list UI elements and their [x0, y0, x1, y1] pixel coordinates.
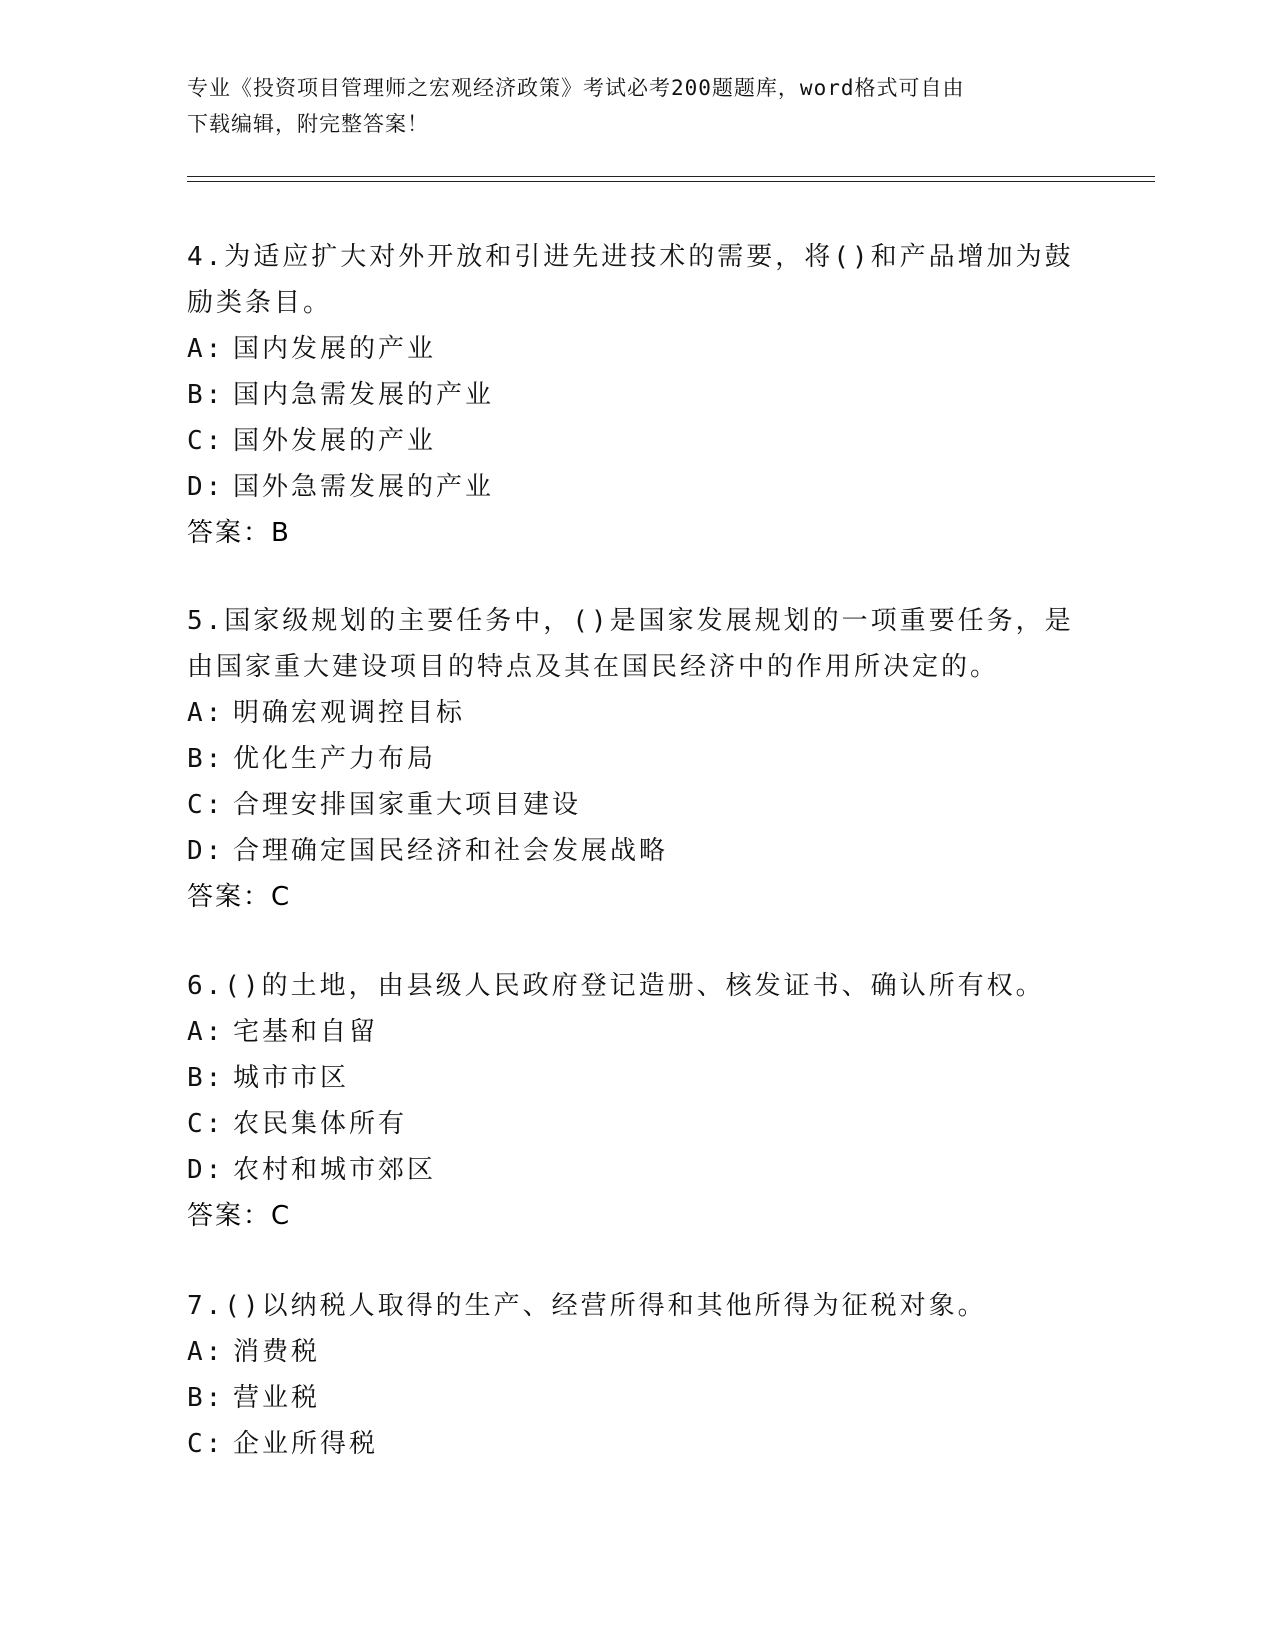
question-stem-continued: 由国家重大建设项目的特点及其在国民经济中的作用所决定的。 [187, 652, 1000, 682]
option-letter: C: [187, 790, 225, 820]
option-letter: D: [187, 472, 225, 502]
option-c [187, 782, 1087, 828]
option-letter: A: [187, 1017, 225, 1047]
option-a [187, 690, 1087, 736]
option-letter: A: [187, 334, 225, 364]
option-c [187, 418, 1087, 464]
question-5 [187, 598, 1087, 920]
question-4 [187, 234, 1087, 556]
question-stem: 6.()的土地，由县级人民政府登记造册、核发证书、确认所有权。 [187, 971, 1045, 1001]
option-letter: C: [187, 426, 225, 456]
option-text: 农村和城市郊区 [233, 1155, 437, 1185]
option-text: 国内急需发展的产业 [233, 380, 495, 410]
option-text: 国外急需发展的产业 [233, 472, 495, 502]
option-letter: B: [187, 744, 225, 774]
option-text: 企业所得税 [233, 1429, 379, 1459]
question-7 [187, 1283, 1087, 1467]
option-letter: B: [187, 1383, 225, 1413]
option-text: 明确宏观调控目标 [233, 698, 466, 728]
option-text: 营业税 [233, 1383, 321, 1413]
option-d [187, 1147, 1087, 1193]
option-text: 合理安排国家重大项目建设 [233, 790, 582, 820]
option-b [187, 1375, 1087, 1421]
option-text: 国外发展的产业 [233, 426, 437, 456]
option-text: 国内发展的产业 [233, 334, 437, 364]
option-text: 消费税 [233, 1337, 321, 1367]
option-letter: B: [187, 1063, 225, 1093]
question-stem: 5.国家级规划的主要任务中，()是国家发展规划的一项重要任务，是 [187, 606, 1074, 636]
option-text: 优化生产力布局 [233, 744, 437, 774]
header-line-2: 下载编辑，附完整答案！ [187, 112, 429, 136]
option-text: 农民集体所有 [233, 1109, 408, 1139]
option-a [187, 1009, 1087, 1055]
header-rule-bottom [187, 181, 1155, 182]
option-text: 城市市区 [233, 1063, 350, 1093]
option-letter: B: [187, 380, 225, 410]
question-stem: 4.为适应扩大对外开放和引进先进技术的需要，将()和产品增加为鼓 [187, 242, 1074, 272]
option-c [187, 1101, 1087, 1147]
option-b [187, 372, 1087, 418]
answer-line: 答案：C [187, 1201, 292, 1231]
header-rule-top [187, 176, 1155, 177]
option-b [187, 736, 1087, 782]
option-letter: A: [187, 1337, 225, 1367]
question-6 [187, 963, 1087, 1239]
option-letter: C: [187, 1429, 225, 1459]
option-b [187, 1055, 1087, 1101]
answer-line: 答案：C [187, 882, 292, 912]
question-stem-continued: 励类条目。 [187, 288, 333, 318]
option-a [187, 1329, 1087, 1375]
answer-line: 答案：B [187, 518, 291, 548]
document-header [187, 70, 1087, 142]
header-line-1: 专业《投资项目管理师之宏观经济政策》考试必考200题题库，word格式可自由 [187, 76, 965, 100]
option-letter: D: [187, 1155, 225, 1185]
option-d [187, 828, 1087, 874]
option-text: 宅基和自留 [233, 1017, 379, 1047]
question-stem: 7.()以纳税人取得的生产、经营所得和其他所得为征税对象。 [187, 1291, 987, 1321]
option-letter: D: [187, 836, 225, 866]
option-letter: C: [187, 1109, 225, 1139]
option-d [187, 464, 1087, 510]
option-text: 合理确定国民经济和社会发展战略 [233, 836, 669, 866]
option-c [187, 1421, 1087, 1467]
option-letter: A: [187, 698, 225, 728]
option-a [187, 326, 1087, 372]
